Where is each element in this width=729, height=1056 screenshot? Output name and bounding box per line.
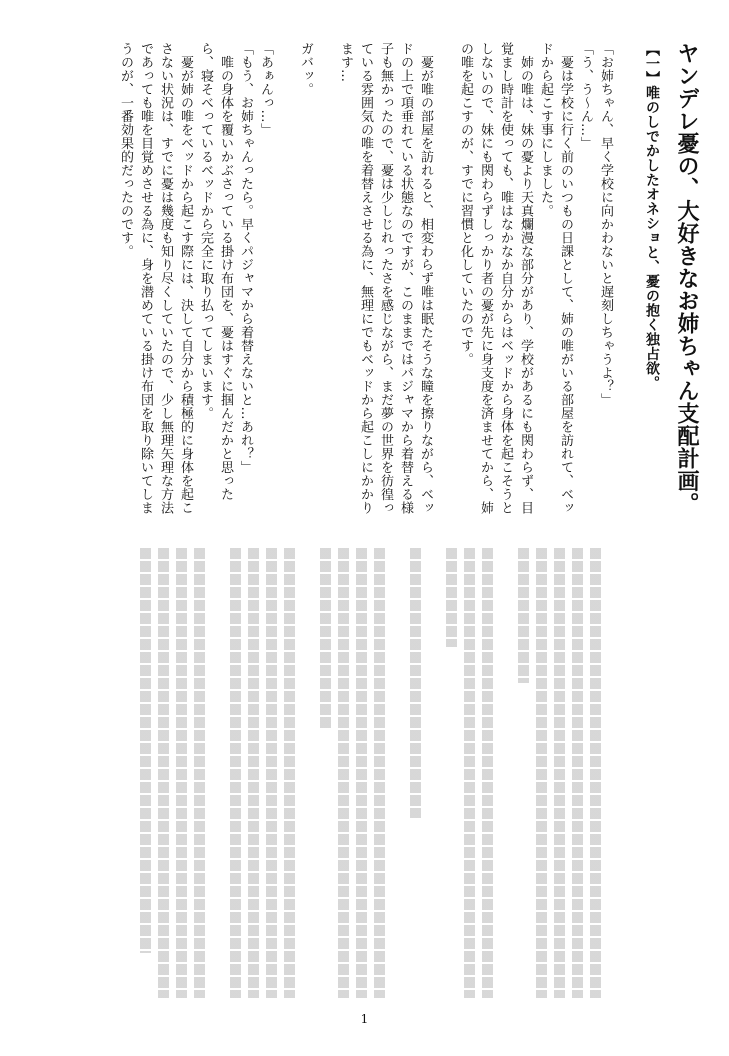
text-line-placeholder [356, 548, 367, 998]
text-line-placeholder [590, 548, 601, 998]
paragraph: 姉の唯は、妹の憂より天真爛漫な部分があり、学校があるにも関わらず、目覚まし時計を使っても、唯はなかなか自分からはベッドから身体を起こそうとしないので、妹にも関わらずしっかり者の憂が先に身支度を済ませてから、姉の唯を起こすのが、すでに習慣と化していたのです。 [458, 42, 533, 515]
text-line-placeholder [248, 548, 259, 998]
text-line-placeholder [446, 548, 457, 647]
paragraph: 憂は学校に行く前のいつもの日課として、姉の唯がいる部屋を訪れて、ベッドから起こす事にしました。 [538, 42, 573, 515]
paragraph: 「う、う〜ん…」 [578, 42, 593, 150]
text-line-placeholder [266, 548, 277, 998]
text-line-placeholder [176, 548, 187, 998]
text-line-placeholder [482, 548, 493, 998]
text-line-placeholder [140, 548, 151, 953]
text-line-placeholder [338, 548, 349, 998]
story-title: ヤンデレ憂の、大好きなお姉ちゃん支配計画。 [674, 42, 699, 515]
paragraph: 憂が姉の唯をベッドから起こす際には、決して自分から積極的に身体を起こさない状況は、すでに憂は幾度も知り尽くしていたので、少し無理矢理な方法であっても唯を目覚めさせる為に、身を潜めている掛け布団を取り除いてしまうのが、一番効果的だったのです。 [118, 42, 193, 515]
text-line-placeholder [464, 548, 475, 998]
top-text-block [81, 42, 701, 522]
text-line-placeholder [518, 548, 529, 683]
page-number: 1 [360, 1012, 369, 1026]
paragraph: 「お姉ちゃん、早く学校に向かわないと遅刻しちゃうよ？」 [598, 42, 613, 407]
paragraph: 唯の身体を覆いかぶさっている掛け布団を、憂はすぐに掴んだかと思ったら、寝そべっているベッドから完全に取り払ってしまいます。 [198, 42, 233, 501]
text-line-placeholder [410, 548, 421, 818]
text-line-placeholder [572, 548, 583, 998]
text-line-placeholder [158, 548, 169, 998]
text-line-placeholder [230, 548, 241, 998]
text-line-placeholder [284, 548, 295, 998]
text-line-placeholder [554, 548, 565, 998]
paragraph: 憂が唯の部屋を訪れると、相変わらず唯は眠たそうな瞳を擦りながら、ベッドの上で項垂れている状態なのですが、このままではパジャマから着替える様子も無かったので、憂は少しじれったさを感じながら、まだ夢の世界を彷徨っている雰囲気の唯を着替えさせる為に、無理にでもベッドから起こしにかかります… [338, 42, 433, 515]
text-line-placeholder [320, 548, 331, 728]
text-line-placeholder [374, 548, 385, 998]
bottom-text-block-placeholder [81, 548, 601, 998]
paragraph: ガバッ。 [298, 42, 313, 96]
chapter-heading: 【一】唯のしでかしたオネショと、憂の抱く独占欲。 [644, 42, 660, 390]
paragraph: 「もう、お姉ちゃんったら。早くパジャマから着替えないと…あれ？」 [238, 42, 253, 474]
text-line-placeholder [536, 548, 547, 998]
text-line-placeholder [194, 548, 205, 998]
paragraph: 「あぁんっ…」 [258, 42, 273, 137]
